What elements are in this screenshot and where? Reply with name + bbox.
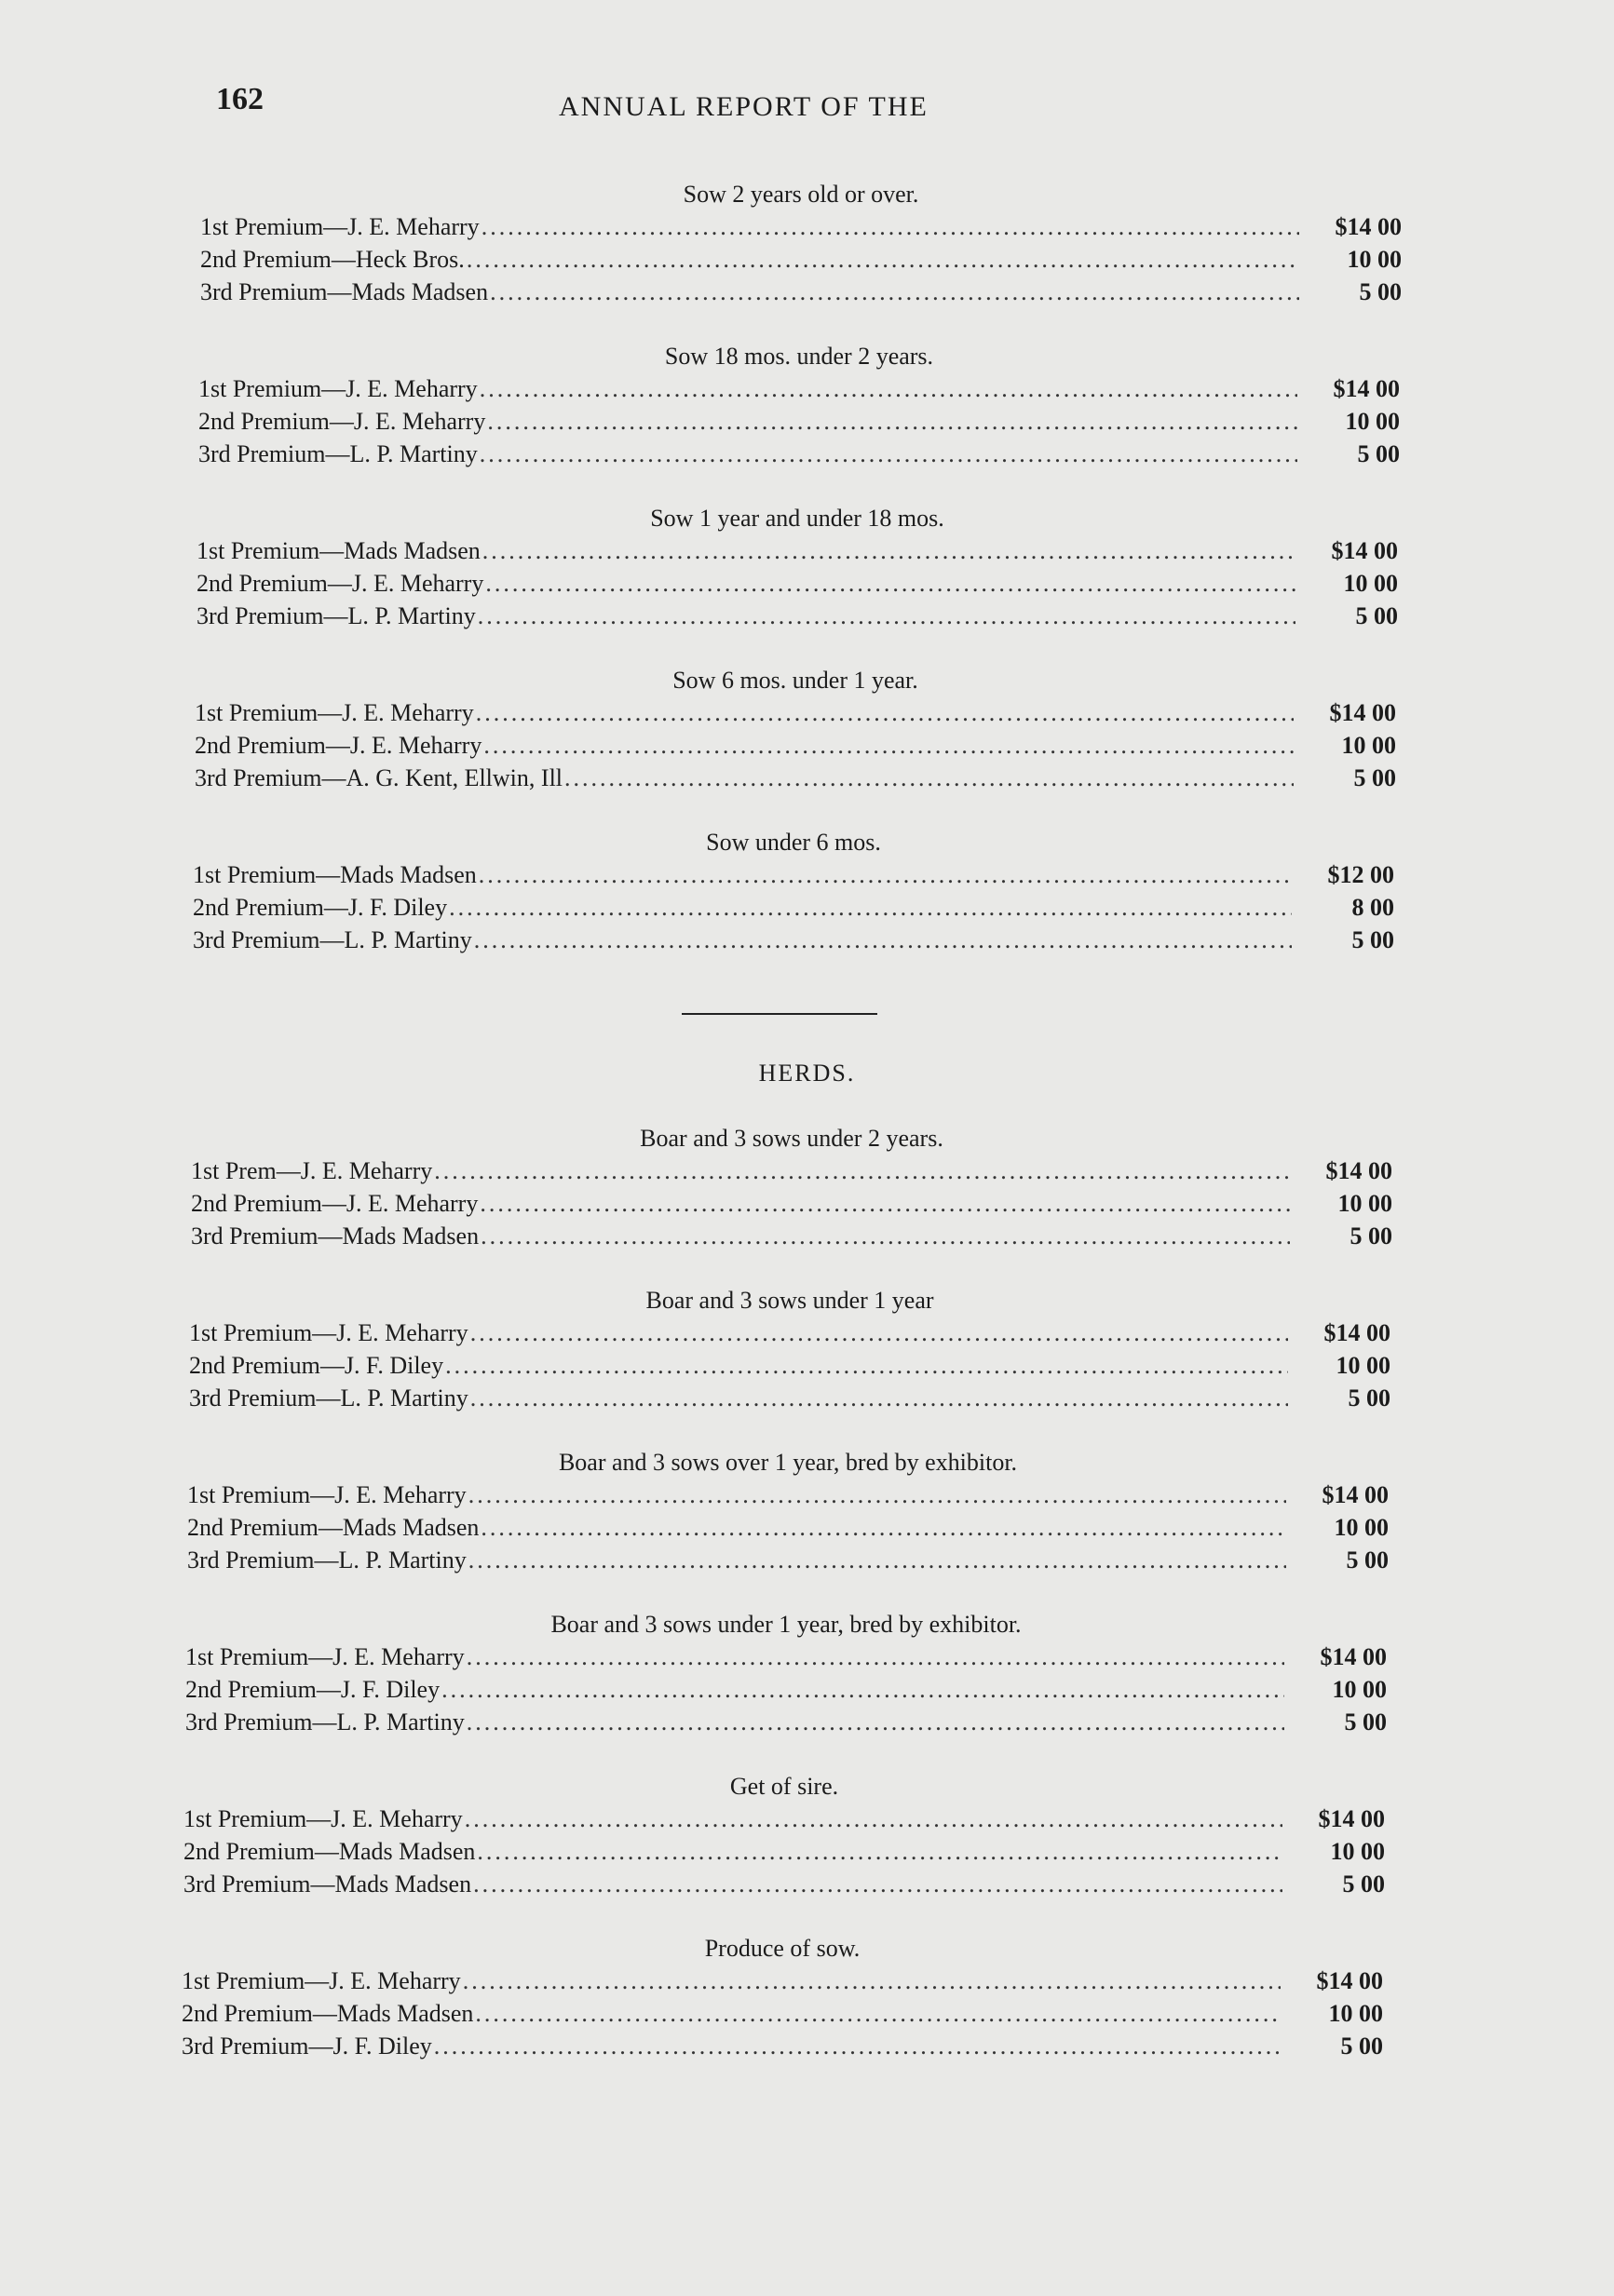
dot-leader xyxy=(467,1706,1284,1738)
premium-entry xyxy=(191,1187,1392,1220)
section-heading: Boar and 3 sows under 1 year, bred by exhibitor. xyxy=(550,1611,1022,1638)
entry-label: 3rd Premium—A. G. Kent, Ellwin, Ill xyxy=(195,764,563,791)
entry-label: 1st Premium—J. E. Meharry xyxy=(198,375,478,402)
entry-label: 3rd Premium—Mads Madsen xyxy=(200,278,489,305)
dot-leader xyxy=(481,210,1299,243)
premium-entry xyxy=(182,2030,1383,2062)
dot-leader xyxy=(487,405,1297,438)
dot-leader xyxy=(480,372,1297,405)
dot-leader xyxy=(470,1317,1288,1349)
entry-amount: 10 00 xyxy=(1336,1352,1390,1379)
premium-entry xyxy=(189,1382,1390,1414)
dot-leader xyxy=(434,1155,1290,1187)
entry-amount: 5 00 xyxy=(1357,440,1400,467)
entry-amount: $14 00 xyxy=(1323,1319,1390,1346)
entry-amount: 10 00 xyxy=(1341,732,1396,759)
section-heading: Sow 2 years old or over. xyxy=(683,181,919,208)
premium-section xyxy=(187,1447,1389,1576)
dot-leader xyxy=(485,567,1295,600)
premium-entry xyxy=(197,567,1398,600)
premium-entry xyxy=(195,729,1396,762)
premium-entry xyxy=(189,1317,1390,1349)
entry-amount: 5 00 xyxy=(1353,764,1396,791)
entry-label: 1st Premium—J. E. Meharry xyxy=(187,1481,467,1508)
entry-amount: 5 00 xyxy=(1351,926,1394,953)
entry-label: 3rd Premium—L. P. Martiny xyxy=(197,602,476,629)
dot-leader xyxy=(476,696,1294,729)
entry-amount: $14 00 xyxy=(1322,1481,1389,1508)
section-heading: Sow 1 year and under 18 mos. xyxy=(650,505,944,532)
dot-leader xyxy=(441,1673,1284,1706)
premium-entry xyxy=(182,1997,1383,2030)
dot-leader xyxy=(468,1479,1286,1511)
dot-leader xyxy=(474,924,1292,956)
entry-label: 2nd Premium—Mads Madsen xyxy=(187,1514,480,1541)
dot-leader xyxy=(483,729,1294,762)
dot-leader xyxy=(479,858,1292,891)
entry-amount: $14 00 xyxy=(1316,1967,1383,1994)
entry-label: 3rd Premium—L. P. Martiny xyxy=(193,926,472,953)
section-heading: Get of sire. xyxy=(729,1773,839,1800)
premium-entry xyxy=(198,438,1400,470)
premium-entry xyxy=(197,600,1398,632)
dot-leader xyxy=(478,600,1295,632)
entry-amount: $14 00 xyxy=(1329,699,1396,726)
premium-entry xyxy=(191,1220,1392,1252)
dot-leader xyxy=(465,1803,1282,1835)
premium-section xyxy=(183,1771,1385,1900)
entry-label: 2nd Premium—Mads Madsen xyxy=(183,1838,476,1865)
entry-amount: 8 00 xyxy=(1351,894,1394,921)
entry-label: 3rd Premium—L. P. Martiny xyxy=(185,1708,465,1736)
dot-leader xyxy=(480,1187,1290,1220)
entry-amount: 10 00 xyxy=(1332,1676,1387,1703)
entry-label: 1st Premium—Mads Madsen xyxy=(197,537,481,564)
dot-leader xyxy=(564,762,1294,794)
entry-amount: $12 00 xyxy=(1327,861,1394,888)
entry-label: 2nd Premium—J. E. Meharry xyxy=(195,732,482,759)
section-heading: Boar and 3 sows under 1 year xyxy=(645,1287,934,1314)
entry-amount: $14 00 xyxy=(1320,1643,1387,1670)
entry-label: 1st Prem—J. E. Meharry xyxy=(191,1157,433,1184)
dot-leader xyxy=(434,2030,1281,2062)
section-heading: Sow 18 mos. under 2 years. xyxy=(664,343,934,370)
section-heading: Boar and 3 sows under 2 years. xyxy=(640,1125,943,1152)
dot-leader xyxy=(468,1544,1286,1576)
dot-leader xyxy=(480,438,1297,470)
dot-leader xyxy=(449,891,1292,924)
premium-entry xyxy=(200,243,1402,276)
entry-amount: 10 00 xyxy=(1328,2000,1383,2027)
premium-section xyxy=(182,1933,1383,2062)
entry-amount: 5 00 xyxy=(1344,1708,1387,1736)
entry-amount: 5 00 xyxy=(1359,278,1402,305)
premium-section xyxy=(189,1285,1390,1414)
premium-entry xyxy=(195,762,1396,794)
premium-entry xyxy=(187,1511,1389,1544)
dot-leader xyxy=(490,276,1299,308)
entry-label: 2nd Premium—J. F. Diley xyxy=(189,1352,444,1379)
premium-section xyxy=(200,179,1402,308)
entry-amount: 10 00 xyxy=(1343,570,1398,597)
entry-amount: $14 00 xyxy=(1333,375,1400,402)
entry-amount: 5 00 xyxy=(1346,1546,1389,1573)
running-title: ANNUAL REPORT OF THE xyxy=(559,91,929,122)
section-heading: Boar and 3 sows over 1 year, bred by exhibitor. xyxy=(558,1449,1018,1476)
premium-entry xyxy=(198,372,1400,405)
entry-label: 3rd Premium—Mads Madsen xyxy=(191,1222,480,1249)
entry-amount: 5 00 xyxy=(1342,1871,1385,1898)
entry-label: 3rd Premium—L. P. Martiny xyxy=(198,440,478,467)
premium-entry xyxy=(193,891,1394,924)
dot-leader xyxy=(482,534,1295,567)
dot-leader xyxy=(467,1641,1284,1673)
premium-entry xyxy=(193,858,1394,891)
entry-label: 2nd Premium—J. E. Meharry xyxy=(191,1190,479,1217)
entry-amount: 10 00 xyxy=(1337,1190,1392,1217)
entry-label: 1st Premium—J. E. Meharry xyxy=(200,213,480,240)
dot-leader xyxy=(463,1965,1281,1997)
dot-leader xyxy=(481,1511,1286,1544)
entry-label: 1st Premium—J. E. Meharry xyxy=(195,699,474,726)
premium-entry xyxy=(193,924,1394,956)
entry-amount: 10 00 xyxy=(1347,246,1402,273)
premium-entry xyxy=(187,1544,1389,1576)
entry-label: 2nd Premium—Heck Bros. xyxy=(200,246,465,273)
entry-amount: $14 00 xyxy=(1335,213,1402,240)
entry-label: 1st Premium—J. E. Meharry xyxy=(182,1967,461,1994)
entry-amount: 10 00 xyxy=(1330,1838,1385,1865)
entry-amount: $14 00 xyxy=(1331,537,1398,564)
dot-leader xyxy=(473,1868,1282,1900)
page-number: 162 xyxy=(216,82,264,116)
dot-leader xyxy=(445,1349,1288,1382)
premium-section xyxy=(193,827,1394,956)
entry-label: 2nd Premium—J. F. Diley xyxy=(193,894,448,921)
premium-section xyxy=(195,665,1396,794)
premium-entry xyxy=(183,1835,1385,1868)
entry-amount: 5 00 xyxy=(1350,1222,1392,1249)
premium-section xyxy=(198,341,1400,470)
premium-entry xyxy=(183,1803,1385,1835)
entry-label: 1st Premium—Mads Madsen xyxy=(193,861,477,888)
premium-entry xyxy=(195,696,1396,729)
premium-section xyxy=(197,503,1398,632)
entry-amount: 10 00 xyxy=(1334,1514,1389,1541)
premium-entry xyxy=(200,276,1402,308)
premium-entry xyxy=(183,1868,1385,1900)
entry-label: 1st Premium—J. E. Meharry xyxy=(189,1319,468,1346)
entry-label: 1st Premium—J. E. Meharry xyxy=(185,1643,465,1670)
entry-label: 2nd Premium—Mads Madsen xyxy=(182,2000,474,2027)
entry-label: 1st Premium—J. E. Meharry xyxy=(183,1805,463,1832)
entry-label: 2nd Premium—J. E. Meharry xyxy=(197,570,484,597)
section-heading: Sow 6 mos. under 1 year. xyxy=(672,667,918,694)
dot-leader xyxy=(481,1220,1290,1252)
entry-label: 3rd Premium—L. P. Martiny xyxy=(187,1546,467,1573)
dot-leader xyxy=(477,1835,1282,1868)
section-heading: Produce of sow. xyxy=(704,1935,861,1962)
premium-entry xyxy=(182,1965,1383,1997)
dot-leader xyxy=(475,1997,1281,2030)
entry-label: 2nd Premium—J. E. Meharry xyxy=(198,408,486,435)
entry-amount: 5 00 xyxy=(1348,1384,1390,1411)
entry-amount: 5 00 xyxy=(1340,2033,1383,2060)
page-header xyxy=(0,82,1614,138)
premium-entry xyxy=(189,1349,1390,1382)
premium-section xyxy=(191,1123,1392,1252)
dot-leader xyxy=(467,243,1299,276)
entry-amount: 5 00 xyxy=(1355,602,1398,629)
entry-amount: $14 00 xyxy=(1325,1157,1392,1184)
premium-entry xyxy=(198,405,1400,438)
entry-amount: 10 00 xyxy=(1345,408,1400,435)
premium-entry xyxy=(187,1479,1389,1511)
premium-entry xyxy=(197,534,1398,567)
herds-heading: HERDS. xyxy=(758,1060,856,1087)
entry-amount: $14 00 xyxy=(1318,1805,1385,1832)
premium-entry xyxy=(200,210,1402,243)
entry-label: 2nd Premium—J. F. Diley xyxy=(185,1676,441,1703)
entry-label: 3rd Premium—L. P. Martiny xyxy=(189,1384,468,1411)
premium-entry xyxy=(185,1673,1387,1706)
premium-section xyxy=(185,1609,1387,1738)
section-heading: Sow under 6 mos. xyxy=(706,829,881,856)
entry-label: 3rd Premium—J. F. Diley xyxy=(182,2033,432,2060)
premium-entry xyxy=(185,1641,1387,1673)
entry-label: 3rd Premium—Mads Madsen xyxy=(183,1871,472,1898)
section-divider xyxy=(682,1013,877,1015)
premium-entry xyxy=(185,1706,1387,1738)
dot-leader xyxy=(470,1382,1288,1414)
premium-entry xyxy=(191,1155,1392,1187)
